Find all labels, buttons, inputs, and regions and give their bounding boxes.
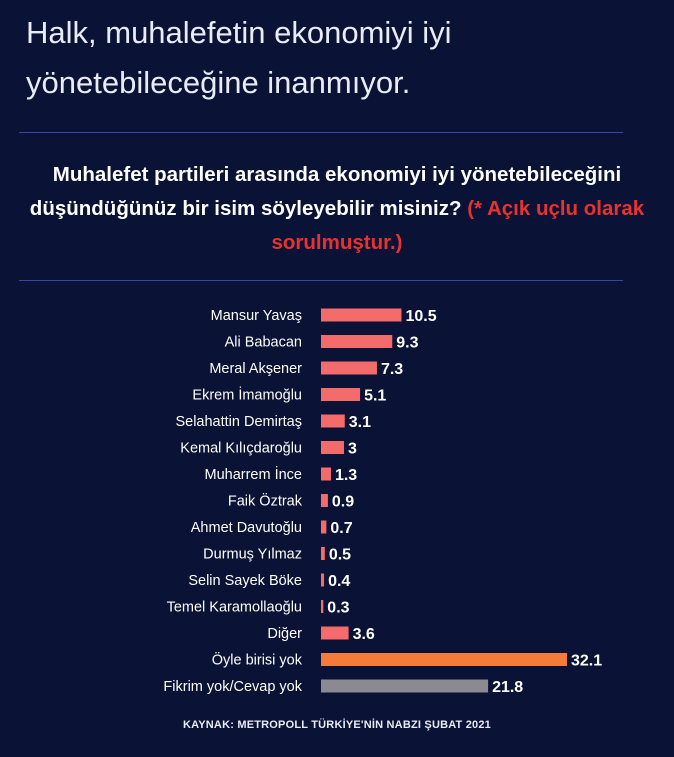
bar <box>321 441 344 454</box>
bar <box>321 627 349 640</box>
category-label: Ali Babacan <box>224 334 302 351</box>
divider-top <box>19 132 623 133</box>
headline: Halk, muhalefetin ekonomiyi iyi yönetebileceğine inanmıyor. <box>26 15 452 100</box>
value-label: 0.4 <box>328 573 351 590</box>
divider-bottom <box>19 280 623 281</box>
category-label: Durmuş Yılmaz <box>203 546 302 563</box>
category-label: Muharrem İnce <box>204 467 302 483</box>
bar-chart <box>0 295 674 705</box>
bar <box>321 653 567 666</box>
category-label: Faik Öztrak <box>227 493 302 510</box>
bar <box>321 547 325 560</box>
value-label: 9.3 <box>396 334 419 352</box>
value-label: 0.3 <box>327 599 350 617</box>
bar <box>321 362 377 375</box>
bar <box>321 309 401 322</box>
value-label: 1.3 <box>334 467 358 484</box>
category-label: Öyle birisi yok <box>211 652 302 669</box>
question-note: (* Açık uçlu olarak sorulmuştur.) <box>271 197 645 254</box>
value-label: 3 <box>347 440 357 458</box>
category-label: Kemal Kılıçdaroğlu <box>180 440 302 457</box>
category-label: Temel Karamollaoğlu <box>166 599 302 616</box>
category-label: Fikrim yok/Cevap yok <box>163 679 302 695</box>
bar <box>321 680 488 693</box>
bar <box>321 335 392 348</box>
category-label: Selin Sayek Böke <box>188 573 302 589</box>
bar <box>321 388 360 401</box>
bar <box>321 494 328 507</box>
value-label: 32.1 <box>571 652 603 670</box>
category-label: Meral Akşener <box>209 361 302 377</box>
value-label: 10.5 <box>405 308 437 325</box>
bar <box>321 468 331 481</box>
category-label: Mansur Yavaş <box>210 308 302 324</box>
question-text: Muhalefet partileri arasında ekonomiyi iyi yönetebileceğini düşündüğünüz bir isim söyleyebilir misiniz? <box>29 163 622 220</box>
bar <box>321 574 324 587</box>
value-label: 21.8 <box>492 679 524 696</box>
category-label: Ahmet Davutoğlu <box>190 520 302 536</box>
value-label: 0.9 <box>331 493 355 511</box>
bar <box>321 415 345 428</box>
value-label: 5.1 <box>364 387 387 405</box>
question <box>10 158 664 260</box>
value-label: 3.6 <box>352 626 375 643</box>
bar <box>321 600 323 613</box>
value-label: 7.3 <box>380 361 404 378</box>
value-label: 0.5 <box>328 546 352 564</box>
value-label: 0.7 <box>330 520 353 537</box>
source-note: KAYNAK: METROPOLL TÜRKİYE'NİN NABZI ŞUBAT 2021 <box>182 719 492 731</box>
category-label: Diğer <box>267 626 302 642</box>
value-label: 3.1 <box>348 414 372 431</box>
bar <box>321 521 326 534</box>
category-label: Ekrem İmamoğlu <box>192 387 302 404</box>
category-label: Selahattin Demirtaş <box>175 414 302 430</box>
